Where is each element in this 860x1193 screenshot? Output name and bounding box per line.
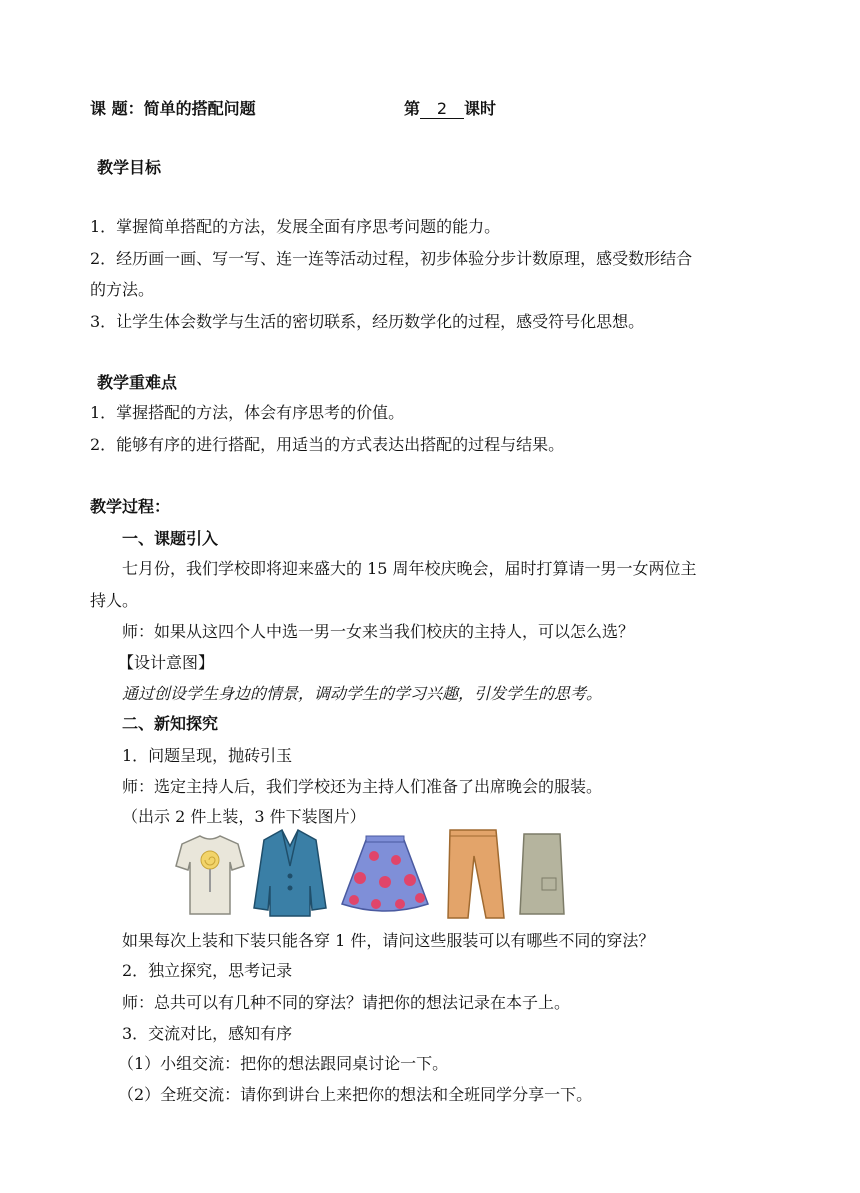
step1-paragraph: 师：选定主持人后，我们学校还为主持人们准备了出席晚会的服装。 [122, 777, 603, 796]
objective-item: 3．让学生体会数学与生活的密切联系，经历数学化的过程，感受符号化思想。 [90, 312, 645, 331]
key-point-item: 1．掌握搭配的方法，体会有序思考的价值。 [90, 403, 405, 422]
key-point-item: 2．能够有序的进行搭配，用适当的方式表达出搭配的过程与结果。 [90, 435, 565, 454]
step1-heading: 1．问题呈现，抛砖引玉 [122, 746, 293, 765]
section1-question: 师：如果从这四个人中选一男一女来当我们校庆的主持人，可以怎么选？ [122, 622, 635, 641]
jacket-image [254, 830, 326, 916]
process-heading: 教学过程： [90, 497, 171, 516]
step3-heading: 3．交流对比，感知有序 [122, 1024, 293, 1043]
section1-paragraph: 七月份，我们学校即将迎来盛大的 15 周年校庆晚会，届时打算请一男一女两位主 [122, 559, 697, 578]
step2-paragraph: 师：总共可以有几种不同的穿法？请把你的想法记录在本子上。 [122, 993, 571, 1012]
section1-heading: 一、课题引入 [122, 529, 219, 548]
step3-item: （1）小组交流：把你的想法跟同桌讨论一下。 [118, 1054, 449, 1073]
step3-item: （2）全班交流：请你到讲台上来把你的想法和全班同学分享一下。 [118, 1085, 593, 1104]
objectives-heading: 教学目标 [97, 158, 162, 177]
lesson-prefix: 第 [404, 99, 421, 118]
polka-dot-skirt-image [342, 836, 428, 911]
lesson-title: 课 题：简单的搭配问题 [90, 99, 256, 118]
pants-image [448, 830, 504, 918]
section2-heading: 二、新知探究 [122, 714, 219, 733]
section1-paragraph-cont: 持人。 [90, 591, 139, 610]
objective-item: 的方法。 [90, 280, 155, 299]
lesson-suffix: 课时 [464, 99, 497, 118]
clothes-illustration [160, 826, 570, 922]
gray-skirt-image [520, 834, 564, 914]
step1-question: 如果每次上装和下装只能各穿 1 件，请问这些服装可以有哪些不同的穿法？ [122, 931, 655, 950]
lesson-number: 2 [420, 100, 464, 119]
tshirt-image [176, 836, 244, 914]
step1-note: （出示 2 件上装，3 件下装图片） [122, 807, 366, 826]
design-intent-text: 通过创设学生身边的情景，调动学生的学习兴趣，引发学生的思考。 [122, 684, 603, 703]
objective-item: 1．掌握简单搭配的方法，发展全面有序思考问题的能力。 [90, 217, 501, 236]
design-intent-label: 【设计意图】 [118, 653, 215, 672]
step2-heading: 2．独立探究，思考记录 [122, 961, 293, 980]
lesson-number-label [404, 96, 496, 119]
key-points-heading: 教学重难点 [97, 373, 178, 392]
objective-item: 2．经历画一画、写一写、连一连等活动过程，初步体验分步计数原理，感受数形结合 [90, 249, 693, 268]
